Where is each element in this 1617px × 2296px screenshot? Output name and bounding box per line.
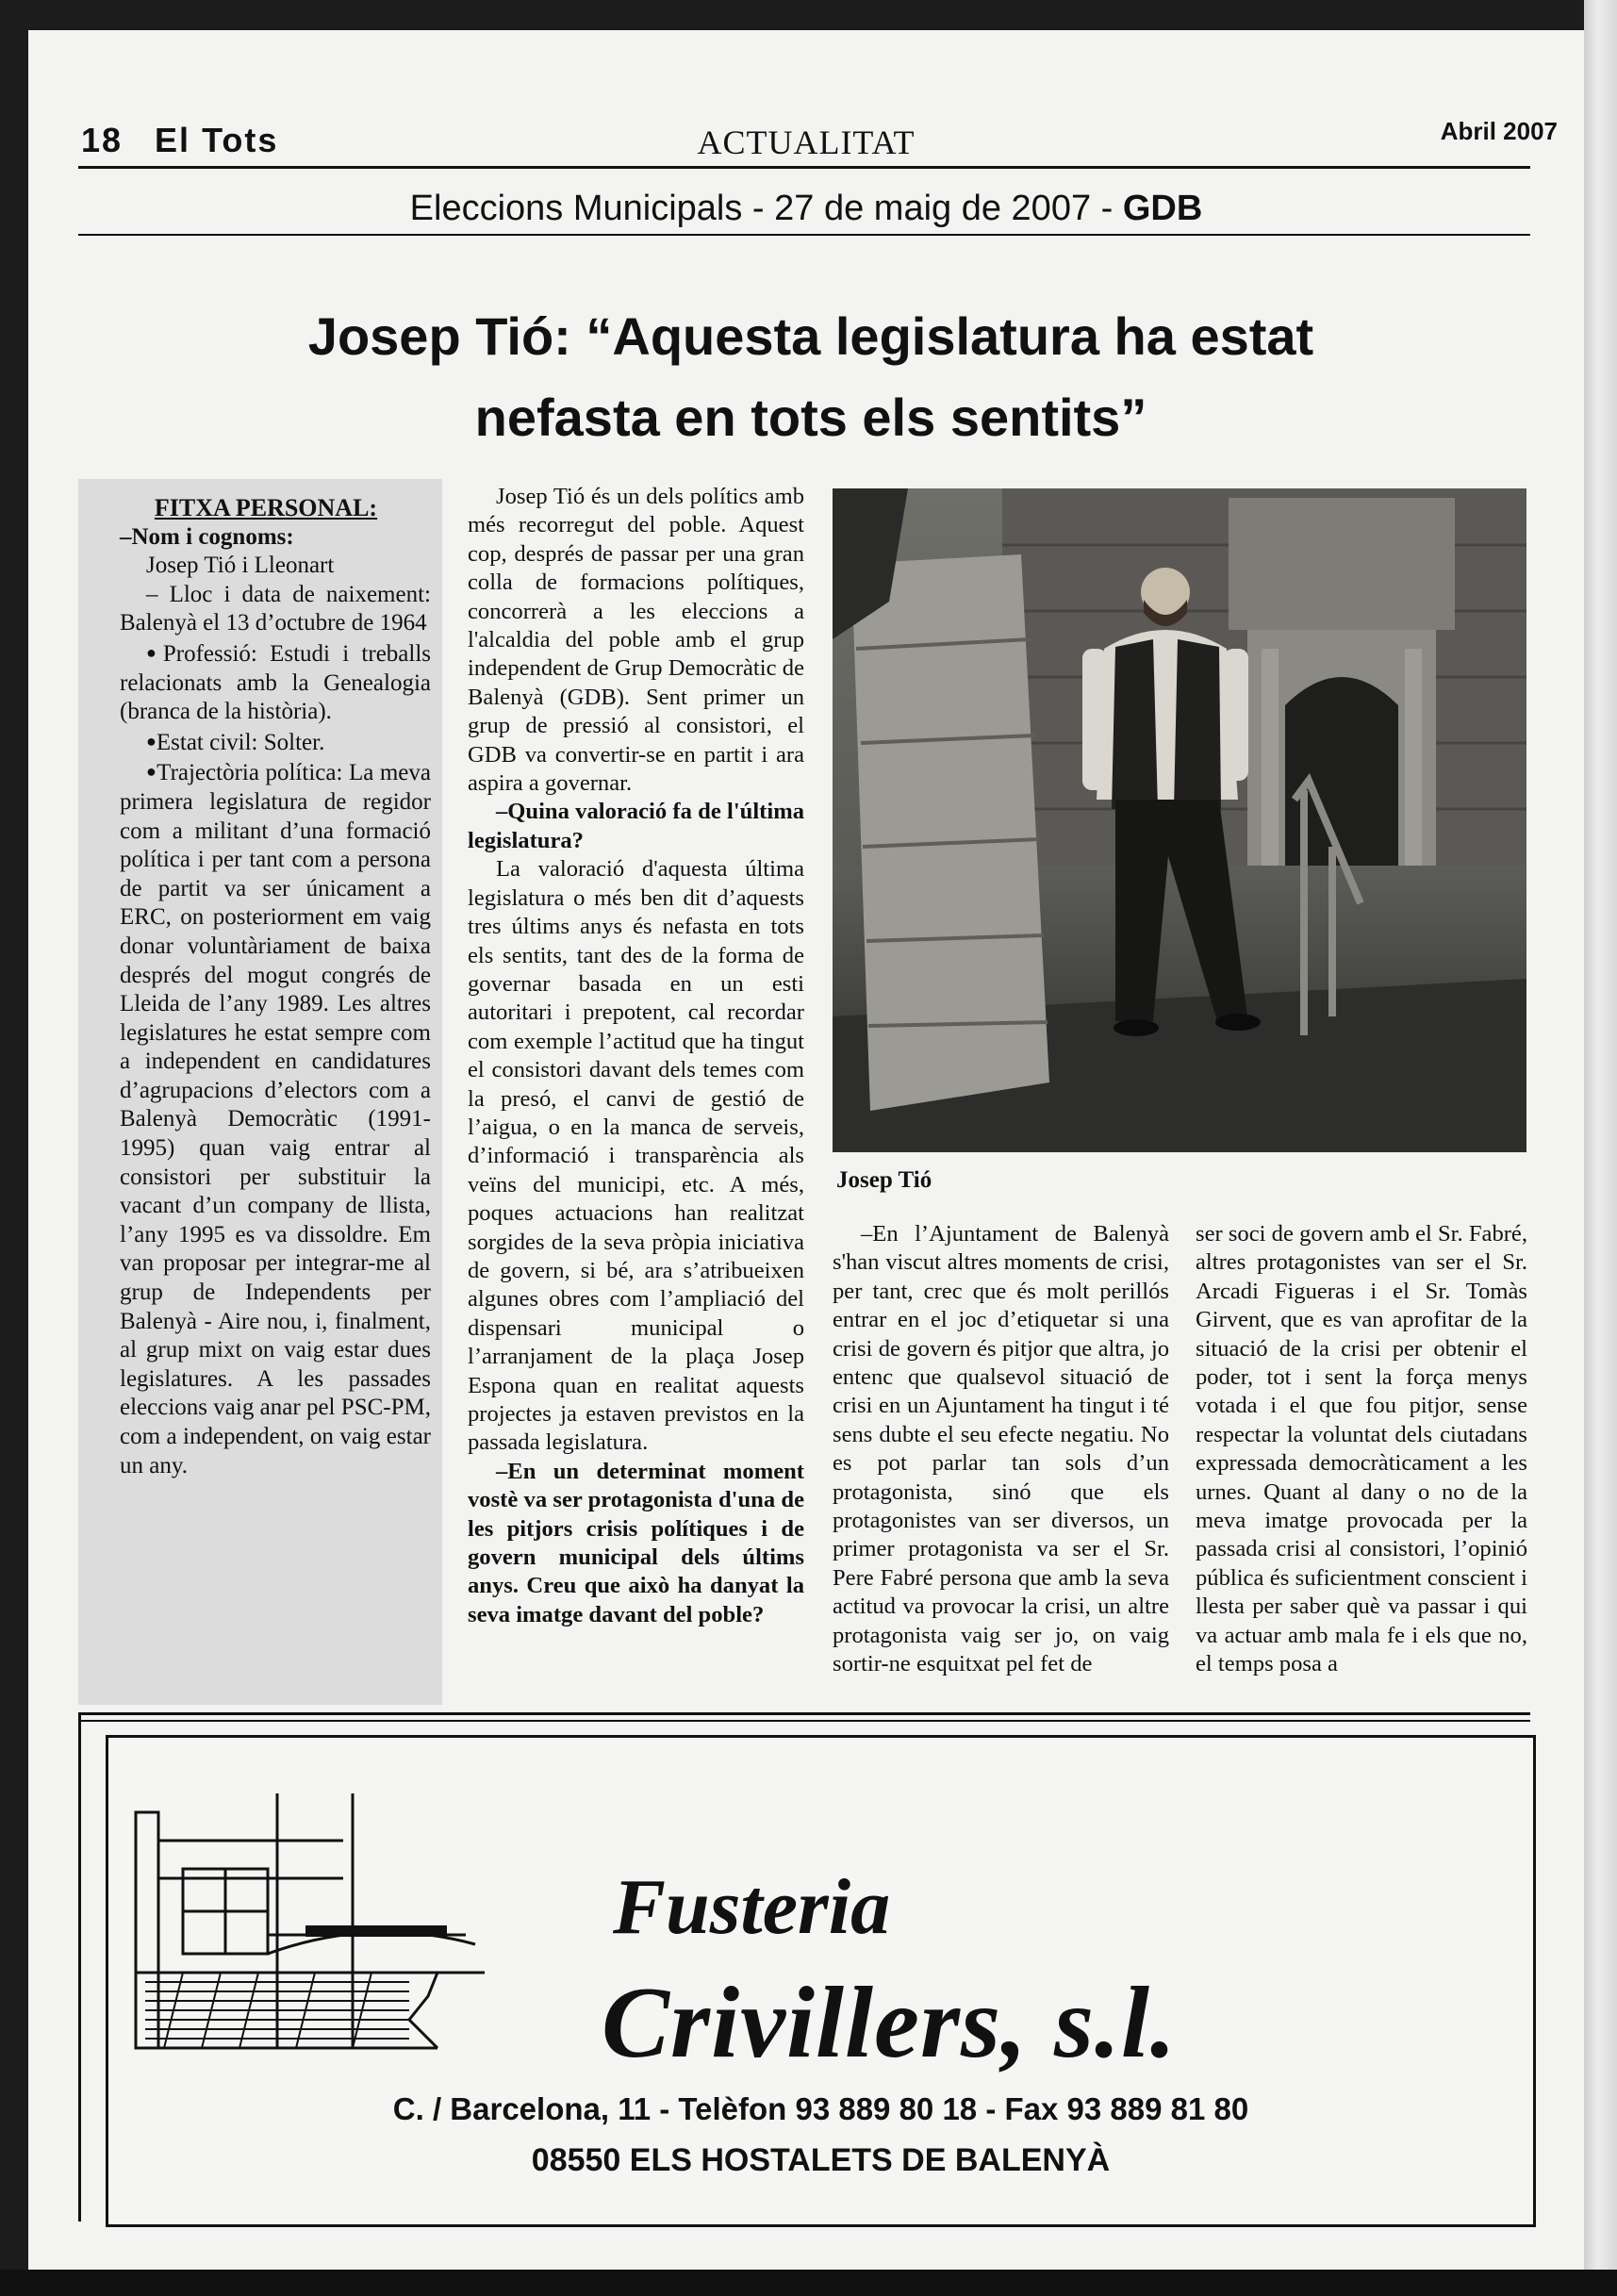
- ad-rule-second: [78, 1720, 1530, 1722]
- answer-2-part-2: ser soci de govern amb el Sr. Fabré, altres protagonistes van ser el Sr. Arcadi Figueras i el Sr. Tomàs Girvent, que es van aprofitar de la situació de la crisi per obtenir el poder, tot i sent la força menys votada i el que fou pitjor, sense respectar la voluntat dels ciutadans expressada democràticament a les urnes. Quant al dany o no de la meva imatge provocada per la passada crisi al consistori, l’opinió pública és suficientment conscient i llesta per saber què va passar i qui va actuar amb mala fe i els que no, el temps posa a: [1196, 1221, 1527, 1677]
- profession-info: Professió: Estudi i treballs relacionats amb la Genealogia (branca de la història).: [120, 640, 432, 725]
- page-number: 18: [81, 121, 124, 159]
- article-intro: Josep Tió és un dels polítics amb més recorregut del poble. Aquest cop, després de passar per una gran colla de formacions polítiques, concorrerà a les eleccions a l'alcaldia del poble amb el grup independent de Grup Democràtic de Balenyà (GDB). Sent primer un grup de pressió al consistori, el GDB va convertir-se en partit i ara aspira a governar.: [468, 484, 804, 797]
- photo-illustration: [833, 488, 1526, 1152]
- article-column-3: [1196, 1220, 1527, 1679]
- name-value: Josep Tió i Lleonart: [146, 553, 335, 579]
- article-column-2: [833, 1220, 1169, 1679]
- headline: [85, 296, 1537, 458]
- ad-business-name-line-1: Fusteria: [613, 1863, 891, 1951]
- publication-name: El Tots: [155, 121, 279, 159]
- section-title: ACTUALITAT: [697, 124, 916, 161]
- ad-rule-left: [78, 1712, 81, 2222]
- question-2: –En un determinat moment vostè va ser protagonista d'una de les pitjors crisis polítiques i de govern municipal dels últims anys. Creu que això ha danyat la seva imatge davant del poble?: [468, 1458, 804, 1627]
- answer-1: La valoració d'aquesta última legislatura o més ben dit d’aquests tres últims anys és nefasta en tots els sentits, tant des de la forma de governar basada en un esti autoritari i prepotent, cal recordar com exemple l’actitud que ha tingut el consistori davant dels temes com la presó, el canvi de gestió de l’aigua, o en la manca de serveis, d’informació i transparència als veïns del municipi, etc. A més, poques actuacions han realitzat sorgides de la seva pròpia iniciativa de govern, si bé, ara s’atribueixen algunes obres com l’ampliació del dispensari municipal o l’arranjament de la plaça Josep Espona quan en realitat aquests projectes ja estaven previstos en la passada legislatura.: [468, 856, 804, 1456]
- header-rule: [78, 166, 1530, 169]
- subheader-rule: [78, 234, 1530, 236]
- binding-edge: [1584, 0, 1617, 2296]
- bullet-icon: [146, 730, 157, 755]
- name-label: –Nom i cognoms:: [120, 523, 294, 550]
- party-name: GDB: [1122, 189, 1203, 228]
- civil-status: Estat civil: Solter.: [156, 729, 325, 755]
- personal-file-box: [78, 479, 442, 1705]
- photo-caption: Josep Tió: [836, 1167, 932, 1193]
- personal-file-title: FITXA PERSONAL:: [154, 494, 378, 521]
- portrait-photo: [833, 488, 1526, 1152]
- bullet-icon: [146, 641, 163, 667]
- bullet-icon: [146, 760, 157, 785]
- headline-line-2: nefasta en tots els sentits”: [474, 388, 1147, 447]
- carpentry-logo-illustration: [126, 1784, 541, 2067]
- subheader-text: Eleccions Municipals - 27 de maig de 2007 -: [409, 189, 1123, 228]
- issue-date: Abril 2007: [1440, 117, 1558, 145]
- answer-2-part-1: –En l’Ajuntament de Balenyà s'han viscut altres moments de crisi, per tant, crec que és molt perillós entrar en el joc d’etiquetar si una crisi de govern és pitjor que altra, jo entenc que qualsevol situació de crisi en un Ajuntament ha tingut i té sens dubte el seu efecte negatiu. No es pot parlar tan sols d’un protagonista, sinó que els protagonistes van ser diversos, un primer protagonista va ser el Sr. Pere Fabré persona que amb la seva actitud va provocar la crisi, un altre protagonista vaig ser jo, on vaig sortir-ne esquitxat pel fet de: [833, 1221, 1169, 1677]
- headline-line-1: Josep Tió: “Aquesta legislatura ha estat: [307, 306, 1314, 366]
- ad-rule-top: [78, 1712, 1530, 1715]
- political-trajectory: Trajectòria política: La meva primera legislatura de regidor com a militant d’una formació política i per tant com a persona de partit va ser únicament a ERC, on posteriorment em vaig donar voluntàriament de baixa després del mogut congrés de Lleida de l’any 1989. Les altres legislatures he estat sempre com a independent en candidatures d’agrupacions d’electors com a Balenyà Democràtic (1991-1995) quan vaig entrar al consistori per substituir la vacant d’un company de llista, l’any 1995 es va dissoldre. Em van proposar per integrar-me al grup de Independents per Balenyà - Aire nou, i, finalment, al grup mixt on vaig estar dues legislatures. A les passades eleccions vaig anar pel PSC-PM, com a independent, on vaig estar un any.: [120, 760, 431, 1478]
- ad-city: 08550 ELS HOSTALETS DE BALENYÀ: [531, 2142, 1111, 2178]
- scan-bottom-edge: [0, 2270, 1617, 2296]
- ad-business-name-line-2: Crivillers, s.l.: [602, 1967, 1178, 2079]
- birth-info: – Lloc i data de naixement: Balenyà el 13 d’octubre de 1964: [120, 581, 431, 636]
- question-1: –Quina valoració fa de l'última legislatura?: [468, 799, 804, 853]
- election-subheader: [28, 189, 1584, 229]
- newspaper-page: [28, 30, 1584, 2270]
- ad-address: C. / Barcelona, 11 - Telèfon 93 889 80 18 - Fax 93 889 81 80: [392, 2091, 1249, 2126]
- article-column-1: [468, 483, 804, 1629]
